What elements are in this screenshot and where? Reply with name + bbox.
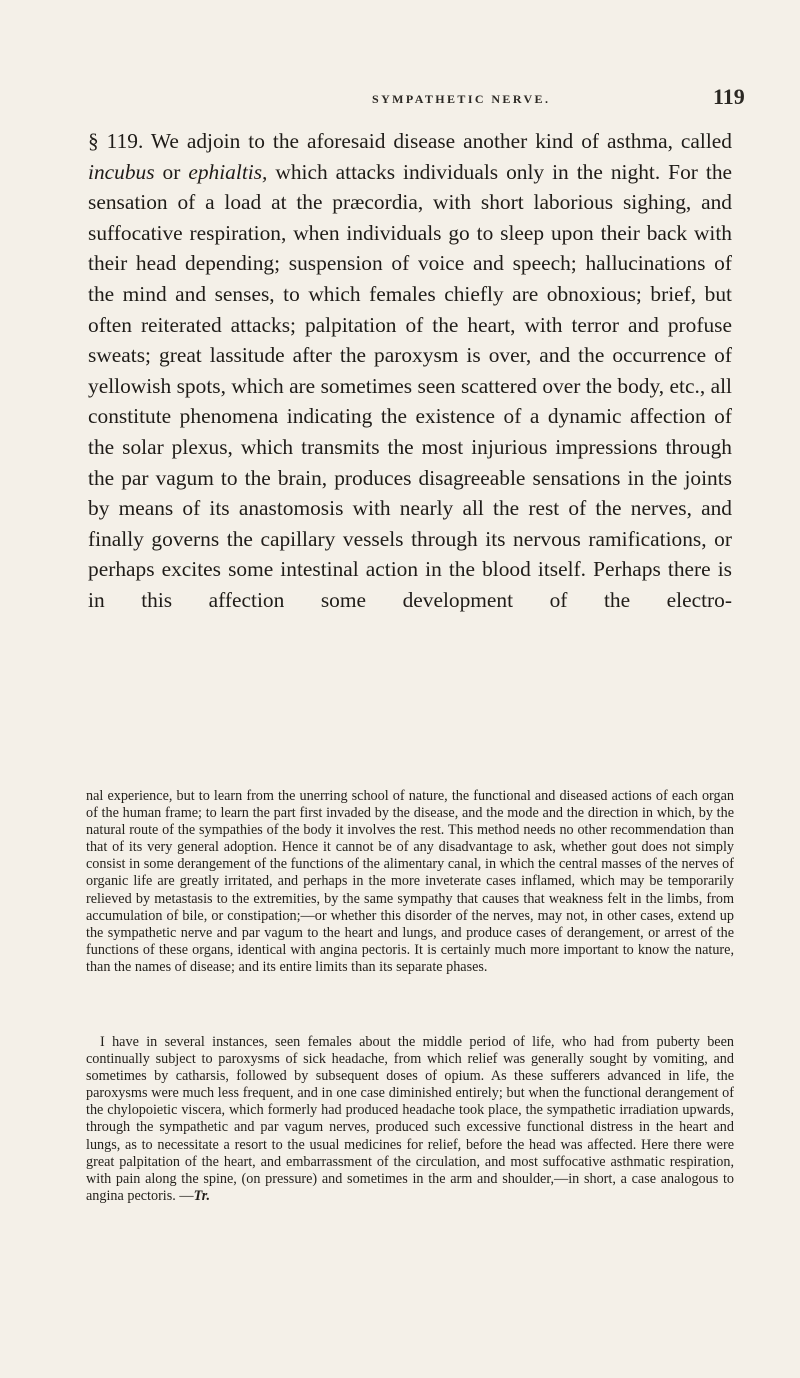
footnote-paragraph-2-text: I have in several instances, seen females about the middle period of life, who had from puberty been continually subject to paroxysms of sick headache, from which relief was generally sought by vomiting, and sometimes by catharsis, followed by subsequent doses of opium. As these sufferers advanced in life, the paroxysms were much less frequent, and in one case diminished entirely; but when the functional derangement of the chylopoietic viscera, which formerly had produced headache took place, the sympathetic irradiation upwards, through the sympathetic and par vagum nerves, produced such excessive functional distress in the heart and lungs, as to necessitate a resort to the usual medicines for relief, before the head was affected. Here there were great palpitation of the heart, and embarrassment of the circulation, and most suffocative asthmatic respiration, with pain along the spine, (on pressure) and sometimes in the arm and shoulder,—in short, a case analogous to angina pectoris. — xyxy=(86,1034,734,1204)
section-body: which attacks individuals only in the night. For the sensation of a load at the præcordia, with short laborious sighing, and suffocative respiration, when individuals go to sleep upon their back with their head depending; suspension of voice and speech; hallucinations of the mind and senses, to which females chiefly are obnoxious; brief, but often reiterated attacks; palpitation of the heart, with terror and profuse sweats; great lassitude after the paroxysm is over, and the occurrence of yellowish spots, which are sometimes seen scattered over the body, etc., all constitute phenomena indicating the existence of a dynamic affection of the solar plexus, which transmits the most injurious impressions through the par vagum to the brain, produces disagreeable sensations in the joints by means of its anastomosis with nearly all the rest of the nerves, and finally governs the capillary vessels through its nervous ramifications, or perhaps excites some intestinal action in the blood itself. Perhaps there is in this affection some development of the electro- xyxy=(88,159,733,612)
section-lead: § 119. We adjoin to the aforesaid disease another kind of asthma, called xyxy=(88,129,732,153)
running-title: SYMPATHETIC NERVE. xyxy=(372,92,551,106)
section-119-paragraph xyxy=(88,126,732,616)
translator-mark: Tr. xyxy=(193,1187,210,1204)
page-number: 119 xyxy=(713,84,745,109)
term-ephialtis: ephialtis, xyxy=(188,159,268,184)
section-conjunction: or xyxy=(154,159,189,184)
footnote-paragraph-2 xyxy=(86,1034,734,1205)
term-incubus: incubus xyxy=(88,159,155,184)
footnote-paragraph-1: nal experience, but to learn from the unerring school of nature, the functional and diseased actions of each organ of the human frame; to learn the part first invaded by the disease, and the mode and the direction in which, by the natural route of the sympathies of the body it involves the rest. This method needs no other recommendation than that of its very general adoption. Hence it cannot be of any disadvantage to ask, whether gout does not simply consist in some derangement of the functions of the alimentary canal, in which the central masses of the nerves of organic life are greatly irritated, and perhaps in the more inveterate cases inflamed, which may be temporarily relieved by metastasis to the extremities, by the same sympathy that causes that weakness felt in the limbs, from accumulation of bile, or constipation;—or whether this disorder of the nerves, may not, in other cases, extend up the sympathetic nerve and par vagum to the heart and lungs, and produce cases of derangement, or arrest of the functions of these organs, identical with angina pectoris. It is certainly much more important to know the nature, than the names of disease; and its entire limits than its separate phases. xyxy=(86,788,734,975)
